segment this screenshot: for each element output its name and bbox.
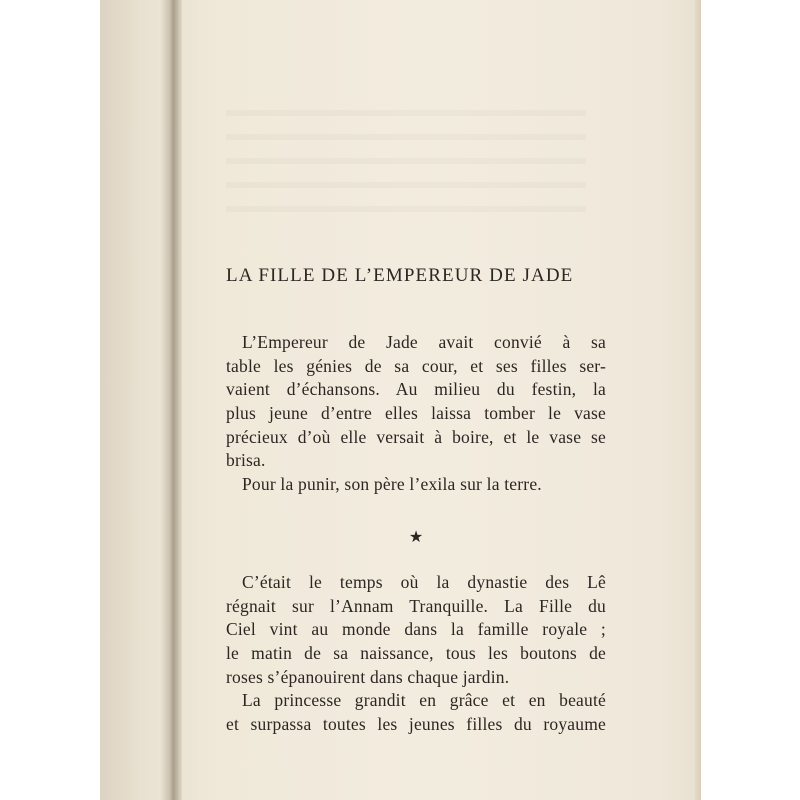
text-line: le matin de sa naissance, tous les boutons de <box>226 643 606 664</box>
page-text <box>226 0 606 800</box>
text-line: Ciel vint au monde dans la famille royale ; <box>226 619 606 640</box>
text-line: L’Empereur de Jade avait convié à sa <box>242 332 606 352</box>
text-line: Pour la punir, son père l’exila sur la terre. <box>242 474 542 494</box>
page-edge <box>695 0 701 800</box>
text-line: régnait sur l’Annam Tranquille. La Fille du <box>226 595 606 616</box>
text-line: plus jeune d’entre elles laissa tomber le vase <box>226 403 606 424</box>
separator-star: ★ <box>408 527 424 546</box>
text-line: table les génies de sa cour, et ses filles ser- <box>226 355 606 376</box>
book-gutter <box>160 0 182 800</box>
paragraph-4 <box>226 689 606 736</box>
text-line: brisa. <box>226 450 266 471</box>
text-line: et surpassa toutes les jeunes filles du royaume <box>226 713 606 734</box>
paragraph-3 <box>226 571 606 689</box>
text-line: vaient d’échansons. Au milieu du festin, la <box>226 379 606 400</box>
text-line: C’était le temps où la dynastie des Lê <box>242 572 606 592</box>
paragraph-1 <box>226 331 606 473</box>
chapter-title: LA FILLE DE L’EMPEREUR DE JADE <box>226 265 574 286</box>
text-line: La princesse grandit en grâce et en beauté <box>242 690 606 710</box>
paragraph-2 <box>226 473 606 497</box>
text-line: roses s’épanouirent dans chaque jardin. <box>226 666 510 687</box>
text-line: précieux d’où elle versait à boire, et le vase se <box>226 426 606 447</box>
